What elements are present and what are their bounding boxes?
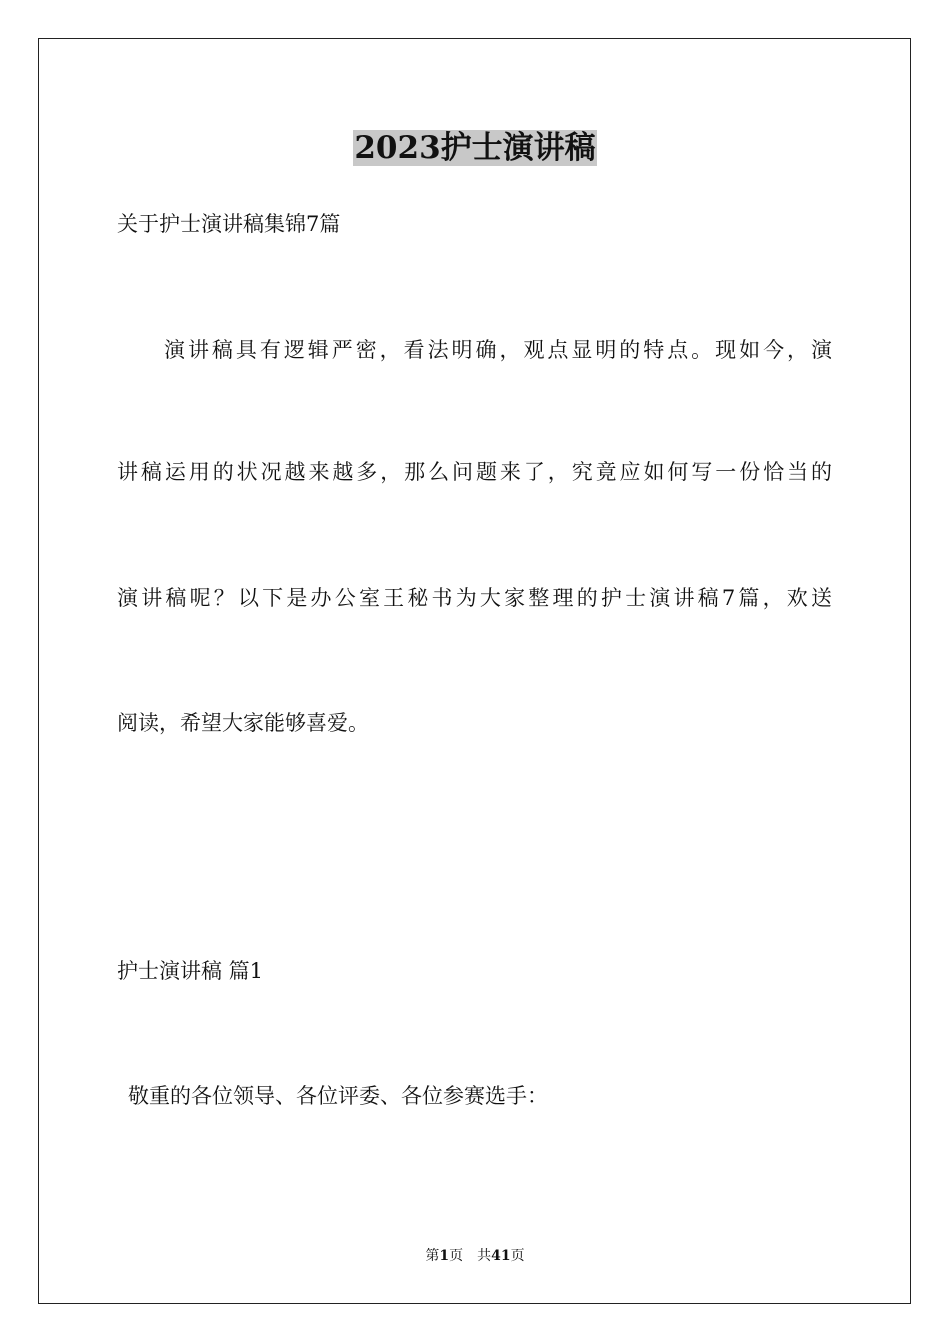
intro-line-3: 演讲稿呢？以下是办公室王秘书为大家整理的护士演讲稿7篇，欢送: [117, 586, 832, 610]
intro-line-2: 讲稿运用的状况越来越多，那么问题来了，究竟应如何写一份恰当的: [117, 460, 832, 484]
intro-line-4: 阅读，希望大家能够喜爱。: [117, 711, 369, 735]
intro-line-1: 演讲稿具有逻辑严密，看法明确，观点显明的特点。现如今，演: [164, 338, 832, 362]
footer-page-number: 1: [439, 1248, 450, 1264]
footer-total-prefix: 共: [477, 1248, 492, 1264]
greeting-line: 敬重的各位领导、各位评委、各位参赛选手：: [128, 1084, 548, 1108]
document-title-text: 2023护士演讲稿: [354, 130, 596, 166]
footer-total-pages: 41: [491, 1248, 511, 1264]
section-heading: 护士演讲稿 篇1: [117, 959, 264, 983]
footer-total-unit: 页: [510, 1248, 525, 1264]
document-title: [0, 128, 950, 168]
page-footer: [0, 1246, 950, 1266]
document-subtitle: 关于护士演讲稿集锦7篇: [117, 212, 341, 236]
footer-page-unit: 页: [449, 1248, 464, 1264]
footer-prefix: 第: [425, 1248, 440, 1264]
